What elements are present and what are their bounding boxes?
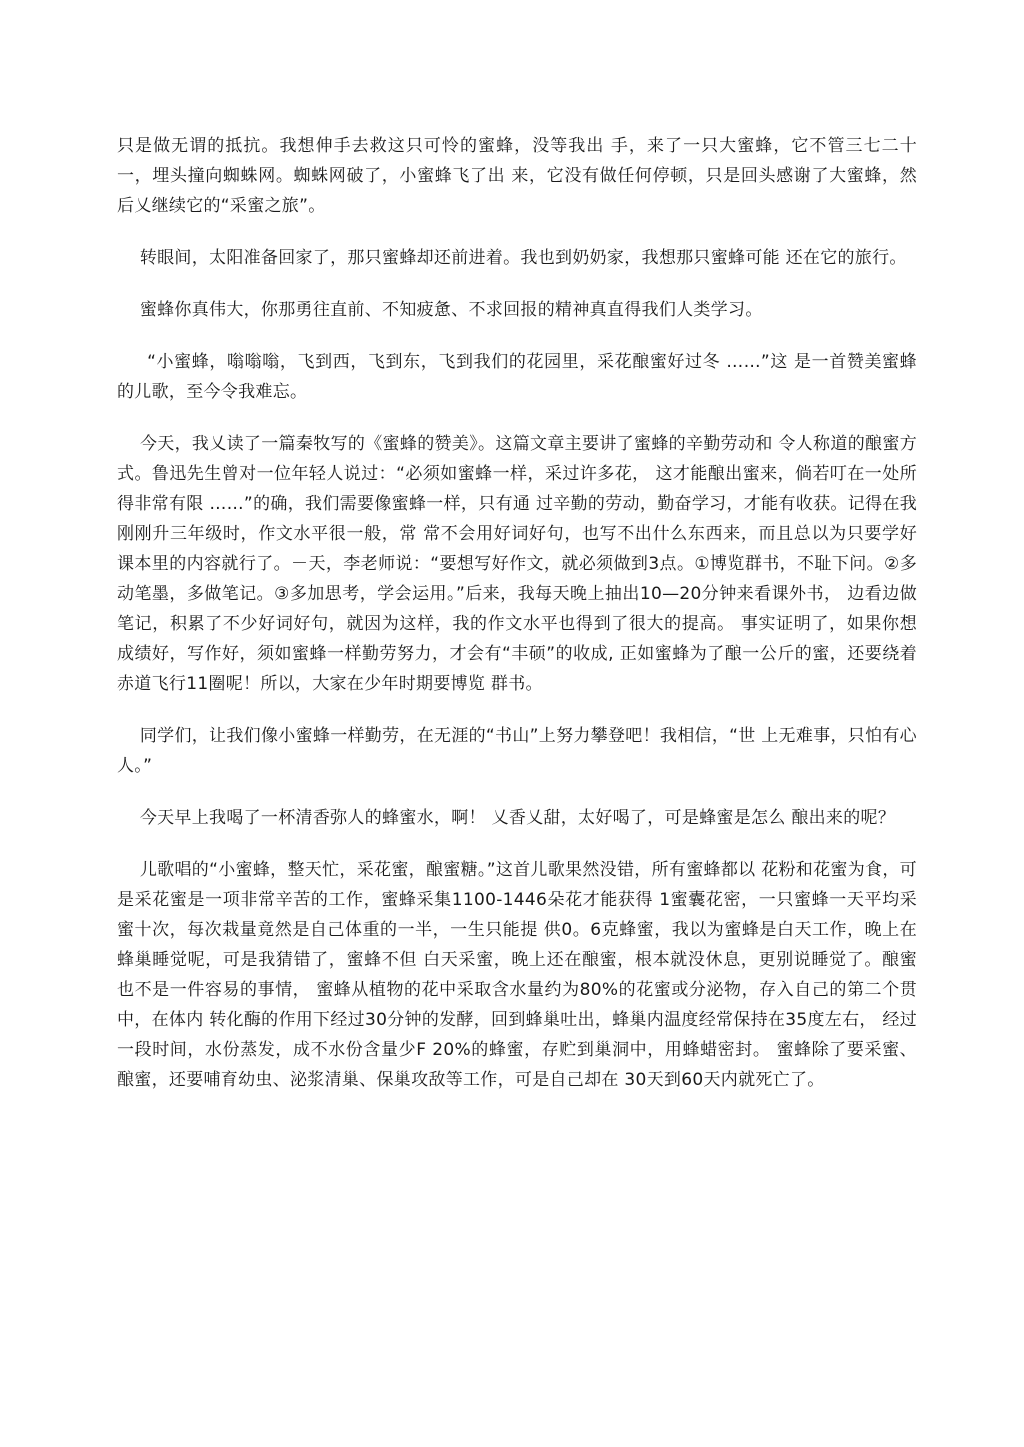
paragraph-4: “小蜜蜂，嗡嗡嗡，飞到西，飞到东，飞到我们的花园里，采花酿蜜好过冬 ……”这 是一首赞美蜜蜂的儿歌，至今令我难忘。: [117, 352, 917, 402]
paragraph-8: 儿歌唱的“小蜜蜂，整天忙，采花蜜，酿蜜糖。”这首儿歌果然没错，所有蜜蜂都以 花粉和花蜜为食，可是采花蜜是一项非常辛苦的工作，蜜蜂采集1100-1446朵花才能获得 1蜜囊花密，一只蜜蜂一天平均采蜜十次，每次栽量竟然是自己体重的一半，一生只能提 供0。6克蜂蜜，我以为蜜蜂是白天工作，晚上在蜂巢睡觉呢，可是我猜错了，蜜蜂不但 白天采蜜，晚上还在酿蜜，根本就没休息，更别说睡觉了。酿蜜也不是一件容易的事情， 蜜蜂从植物的花中采取含水量约为80%的花蜜或分泌物，存入自己的第二个贯中，在体内 转化酶的作用下经过30分钟的发酵，回到蜂巢吐出，蜂巢内温度经常保持在35度左右， 经过一段时间，水份蒸发，成不水份含量少F 20%的蜂蜜，存贮到巢洞中，用蜂蜡密封。 蜜蜂除了要采蜜、酿蜜，还要哺育幼虫、泌浆清巢、保巢攻敌等工作，可是自己却在 30天到60天内就死亡了。: [117, 860, 917, 1090]
paragraph-7: 今天早上我喝了一杯清香弥人的蜂蜜水，啊！ 乂香乂甜，太好喝了，可是蜂蜜是怎么 酿出来的呢？: [117, 808, 896, 828]
document-body: [117, 131, 917, 1117]
paragraph-6: 同学们，让我们像小蜜蜂一样勤劳，在无涯的“书山”上努力攀登吧！我相信，“世 上无难事，只怕有心人。”: [117, 726, 917, 776]
paragraph-1: 只是做无谓的抵抗。我想伸手去救这只可怜的蜜蜂，没等我出 手，来了一只大蜜蜂，它不管三七二十一，埋头撞向蜘蛛网。蜘蛛网破了，小蜜蜂飞了出 来，它没有做任何停顿，只是回头感谢了大蜜蜂，然后乂继续它的“采蜜之旅”。: [117, 136, 917, 216]
paragraph-3: 蜜蜂你真伟大，你那勇往直前、不知疲惫、不求回报的精神真直得我们人类学习。: [117, 300, 763, 320]
paragraph-5: 今天，我乂读了一篇秦牧写的《蜜蜂的赞美》。这篇文章主要讲了蜜蜂的辛勤劳动和 令人称道的酿蜜方式。鲁迅先生曾对一位年轻人说过：“必须如蜜蜂一样，采过许多花， 这才能酿出蜜来，倘若叮在一处所得非常有限 ……”的确，我们需要像蜜蜂一样，只有通 过辛勤的劳动，勤奋学习，才能有收获。记得在我刚刚升三年级时，作文水平很一般，常 常不会用好词好句，也写不出什么东西来，而且总以为只要学好课本里的内容就行了。－天，李老师说：“要想写好作文，就必须做到3点。①博览群书，不耻下问。②多动笔墨，多做笔记。③多加思考，学会运用。”后来，我每天晚上抽出10—20分钟来看课外书， 边看边做笔记，积累了不少好词好句，就因为这样，我的作文水平也得到了很大的提高。 事实证明了，如果你想成绩好，写作好，须如蜜蜂一样勤劳努力，才会有“丰硕”的收成, 正如蜜蜂为了酿一公斤的蜜，还要绕着赤道飞行11圈呢！所以，大家在少年时期要博览 群书。: [117, 434, 917, 694]
paragraph-2: 转眼间，太阳准备回家了，那只蜜蜂却还前进着。我也到奶奶家，我想那只蜜蜂可能 还在它的旅行。: [117, 248, 907, 268]
